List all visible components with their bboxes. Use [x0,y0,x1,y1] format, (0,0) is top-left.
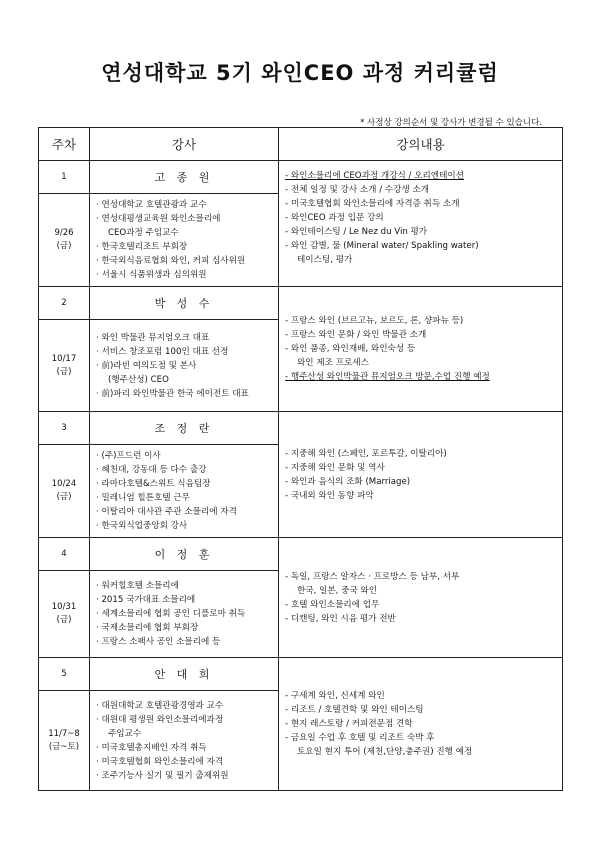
content-line: 한국, 일본, 중국 와인 [297,585,378,596]
content-line: 테이스팅, 평가 [297,255,353,265]
teacher-career [90,320,279,412]
content-line: - 현지 레스토랑 / 커피전문점 견학 [285,719,413,729]
teacher-name: 안 대 희 [90,658,279,691]
week-row-1 [39,161,563,194]
teacher-name: 이 정 훈 [90,538,279,571]
week-row-4 [39,538,563,571]
career-line: · 2015 국가대표 소믈리에 [96,595,196,605]
career-line: · 세계소믈리에 협회 공인 디플로마 취득 [96,609,246,619]
career-line: · 이탈리아 대사관 주관 소믈리에 자격 [96,507,237,517]
career-line: · 연성대학교 호텔관광과 교수 [96,200,207,210]
content-line: - 독일, 프랑스 알자스 · 프로방스 등 남부, 서부 [285,571,460,582]
content-line: - 금요일 수업 후 호텔 및 리조트 숙박 후 [285,733,435,743]
lecture-content [279,412,563,538]
career-line: 주임교수 [108,728,142,739]
career-line: · 前)라빈 여의도점 및 본사 [96,360,197,371]
teacher-name: 조 정 란 [90,412,279,445]
lecture-content [279,658,563,791]
curriculum-table [38,127,563,791]
teacher-name: 고 종 원 [90,161,279,194]
content-line: - 리조트 / 호텔견학 및 와인 테이스팅 [285,705,424,715]
content-line: 와인 제조 프로세스 [297,358,369,368]
week-date: 10/31 (금) [39,571,90,658]
content-line: 토요일 현지 투어 (제천,단양,충주권) 진행 예정 [297,747,473,757]
career-line: · 연성대평생교육원 와인소믈리에 [96,214,221,224]
week-date: 9/26 (금) [39,194,90,287]
content-line: - 미국호텔협회 와인소믈리에 자격증 취득 소개 [285,199,460,209]
week-number: 4 [39,538,90,571]
career-line: · 와인 박물관 뮤지엄오크 대표 [96,332,210,343]
content-line: - 와인 감별, 물 (Mineral water/ Spakling water) [285,241,479,251]
content-line: - 와인과 음식의 조화 (Marriage) [285,476,411,487]
content-line: - 지중해 와인 (스페인, 포르투갈, 이탈리아) [285,448,447,459]
content-line: - 와인테이스팅 / Le Nez du Vin 평가 [285,227,428,237]
career-line: · 혜천대, 강동대 등 다수 출강 [96,465,207,475]
header-content: 강의내용 [279,128,563,161]
header-teacher: 강사 [90,128,279,161]
content-line: - 전체 일정 및 강사 소개 / 수강생 소개 [285,185,430,195]
career-line: · (주)프드런 이사 [96,451,161,461]
career-line: · 프랑스 소팩사 공인 소믈리에 등 [96,637,221,647]
week-row-2 [39,287,563,320]
lecture-content [279,287,563,412]
teacher-name: 박 성 수 [90,287,279,320]
page-title: 연성대학교 5기 와인CEO 과정 커리큘럼 [101,61,499,85]
week-row-3 [39,412,563,445]
career-line: · 서비스 창조포럼 100인 대표 선정 [96,346,229,357]
teacher-career [90,194,279,287]
teacher-career [90,445,279,538]
career-line: · 국제소믈리에 협회 부회장 [96,623,199,633]
teacher-career [90,691,279,791]
career-line: · 미국호텔협회 와인소믈리에 자격 [96,756,224,767]
content-line: - 구세계 와인, 신세계 와인 [285,691,385,701]
content-line: - 와인소믈리에 CEO과정 개강식 / 오리엔테이션 [285,171,464,181]
week-number: 5 [39,658,90,691]
content-line: - 행주산성 와인박물관 뮤지엄오크 방문,수업 진행 예정 [285,372,490,382]
content-line: - 프랑스 와인 문화 / 와인 박물관 소개 [285,330,427,340]
week-date: 10/17 (금) [39,320,90,412]
content-line: - 국내외 와인 동향 파악 [285,490,374,501]
career-line: · 대원대 평생원 와인소믈리에과정 [96,714,224,725]
career-line: · 한국호텔리조트 부회장 [96,242,188,252]
career-line: · 대원대학교 호텔관광경영과 교수 [96,700,224,711]
career-line: · 한국외식업중앙회 강사 [96,521,188,531]
content-line: - 지중해 와인 문화 및 역사 [285,462,385,473]
career-line: · 前)파리 와인박물관 한국 에이전트 대표 [96,388,249,399]
week-number: 2 [39,287,90,320]
career-line: (행주산성) CEO [108,374,169,385]
career-line: · 조주기능사 실기 및 필기 출제위원 [96,770,229,781]
career-line: · 서울시 식품위생과 심의위원 [96,270,207,280]
header-week: 주차 [39,128,90,161]
career-line: · 미국호텔총지배인 자격 취득 [96,742,207,753]
week-number: 1 [39,161,90,194]
career-line: · 워커힐호텔 소믈리에 [96,581,179,591]
content-line: - 와인CEO 과정 입문 강의 [285,213,384,223]
content-line: - 디캔팅, 와인 시음 평가 전반 [285,613,396,624]
career-line: · 밀레니엄 힐튼호텔 근무 [96,493,190,503]
career-line: · 한국외식음료협회 와인, 커피 심사위원 [96,256,246,266]
career-line: CEO과정 주임교수 [108,228,179,238]
content-line: - 와인 품종, 와인재배, 와인숙성 등 [285,344,416,354]
week-number: 3 [39,412,90,445]
week-row-5 [39,658,563,691]
lecture-content [279,161,563,287]
change-notice: * 사정상 강의순서 및 강사가 변경될 수 있습니다. [360,118,542,128]
week-date: 11/7~8 (금~토) [39,691,90,791]
career-line: · 라마다호텔&스위트 식음팀장 [96,479,211,489]
content-line: - 프랑스 와인 (브르고뉴, 보르도, 론, 샹파뉴 등) [285,316,464,326]
teacher-career [90,571,279,658]
week-date: 10/24 (금) [39,445,90,538]
header-row [39,128,563,161]
content-line: - 호텔 와인소믈리에 업무 [285,599,380,610]
lecture-content [279,538,563,658]
